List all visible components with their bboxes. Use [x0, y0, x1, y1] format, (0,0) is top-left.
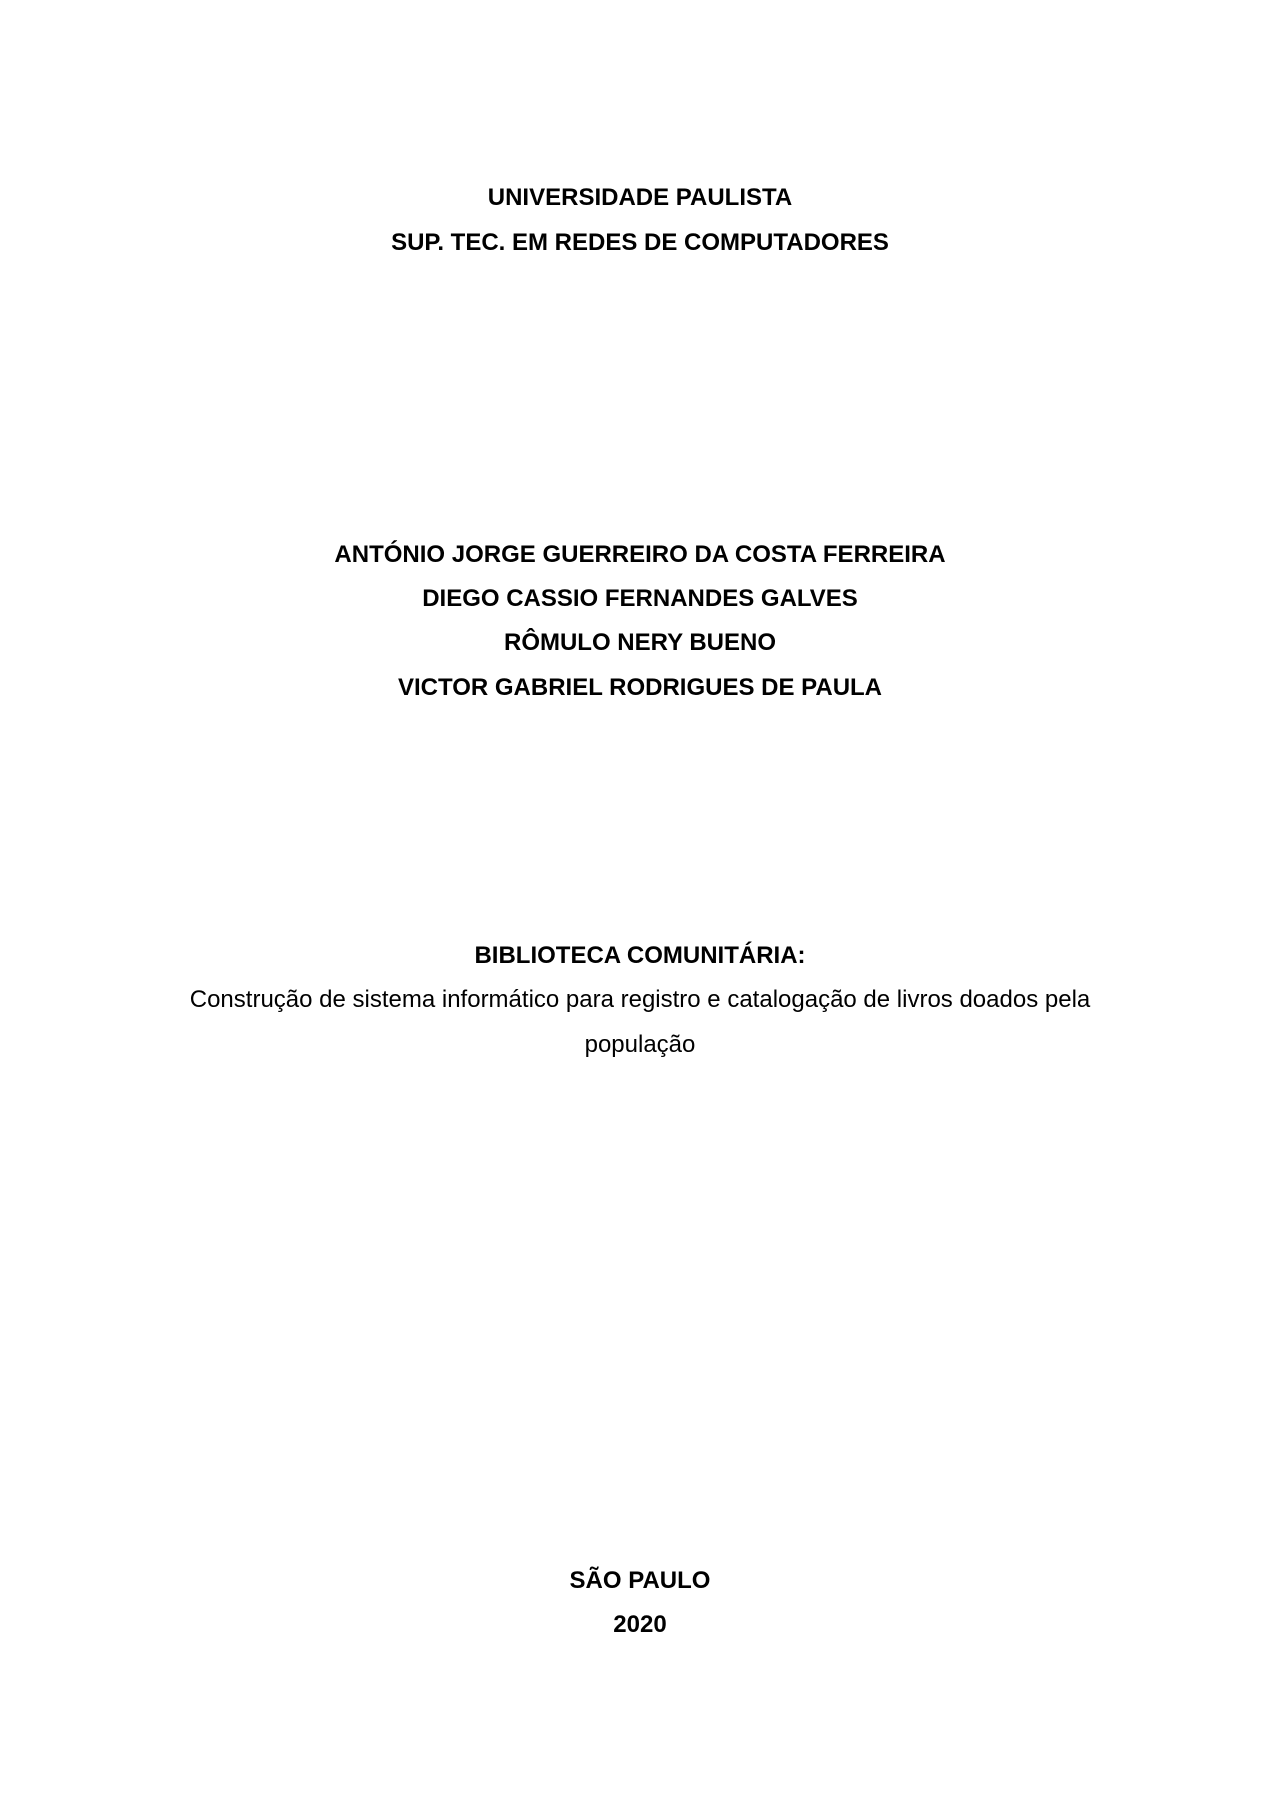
- author-name: RÔMULO NERY BUENO: [503, 629, 776, 656]
- work-subtitle-line-1: Construção de sistema informático para registro e catalogação de livros doados pela: [189, 986, 1091, 1013]
- year: 2020: [613, 1611, 667, 1638]
- author-name: ANTÓNIO JORGE GUERREIRO DA COSTA FERREIRA: [334, 541, 946, 568]
- author-name: VICTOR GABRIEL RODRIGUES DE PAULA: [397, 674, 883, 701]
- author-name: DIEGO CASSIO FERNANDES GALVES: [422, 585, 858, 612]
- work-title: BIBLIOTECA COMUNITÁRIA:: [474, 942, 806, 969]
- university-name: UNIVERSIDADE PAULISTA: [487, 184, 793, 211]
- course-name: SUP. TEC. EM REDES DE COMPUTADORES: [391, 229, 889, 256]
- work-subtitle-line-2: população: [584, 1031, 696, 1058]
- city: SÃO PAULO: [569, 1567, 711, 1594]
